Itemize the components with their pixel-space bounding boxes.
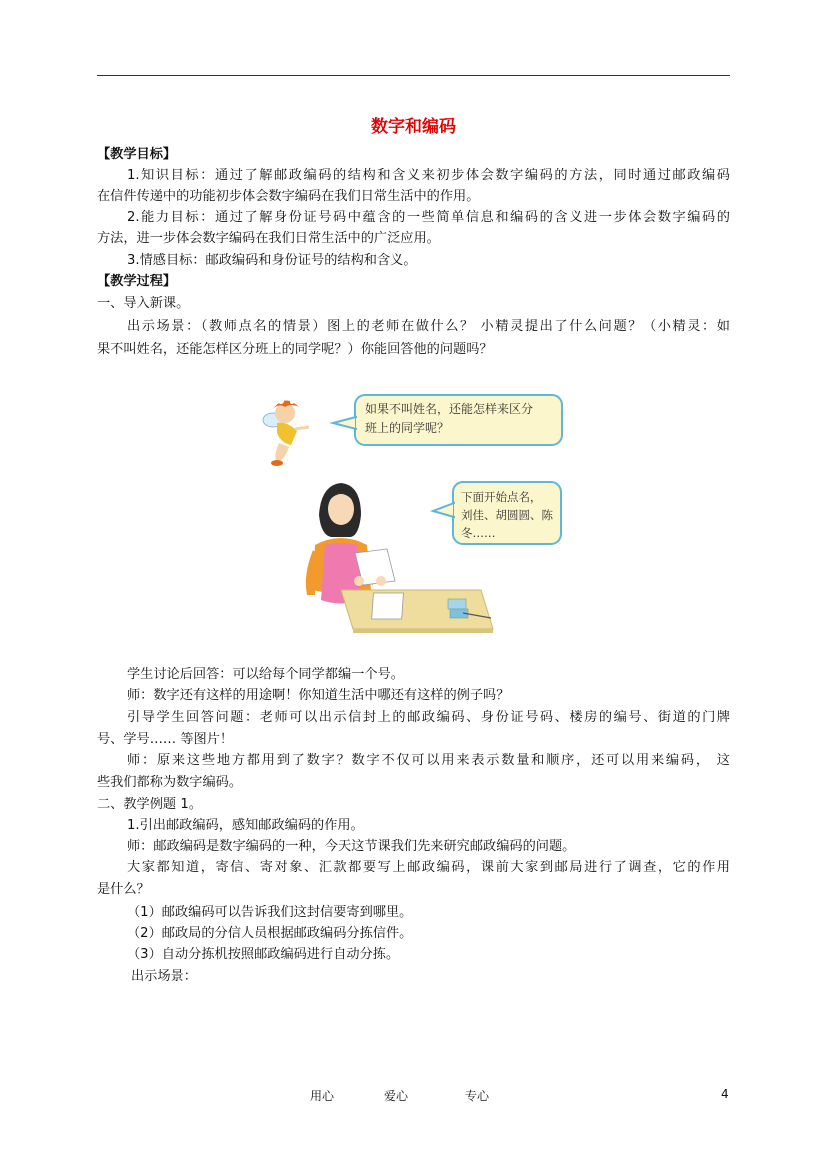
section-heading: 【教学过程】 (97, 274, 177, 289)
speech-bubble-top (333, 395, 562, 445)
text-line: 学生讨论后回答：可以给每个同学都编一个号。 (127, 667, 404, 682)
text-line: 二、教学例题 1。 (97, 797, 202, 812)
text-line: （3）自动分拣机按照邮政编码进行自动分拣。 (127, 947, 400, 962)
bubble-bottom-line1: 下面开始点名， (461, 490, 542, 504)
text-line: 师：原来这些地方都用到了数字？数字不仅可以用来表示数量和顺序，还可以用来编码， 这 (127, 753, 730, 768)
section-heading: 【教学目标】 (97, 147, 177, 162)
paper-stack (372, 593, 404, 619)
bubble-top-line1: 如果不叫姓名，还能怎样来区分 (365, 402, 534, 416)
header-rule (97, 75, 730, 76)
text-line: 1.知识目标：通过了解邮政编码的结构和含义来初步体会数字编码的方法，同时通过邮政编码 (127, 168, 730, 183)
text-line: 方法，进一步体会数字编码在我们日常生活中的广泛应用。 (97, 231, 440, 246)
text-line: 果不叫姓名，还能怎样区分班上的同学呢？）你能回答他的问题吗？ (97, 342, 493, 357)
text-line: 大家都知道，寄信、寄对象、汇款都要写上邮政编码，课前大家到邮局进行了调查，它的作用 (127, 860, 730, 875)
page-title: 数字和编码 (371, 117, 456, 137)
book-icon (448, 599, 466, 609)
teacher-rollcall-illustration (255, 385, 575, 640)
bubble-bottom-line3: 冬…… (461, 526, 496, 540)
text-line: 号、学号…… 等图片！ (97, 732, 234, 747)
text-line: 2.能力目标：通过了解身份证号码中蕴含的一些简单信息和编码的含义进一步体会数字编码的 (127, 210, 730, 225)
text-line: 些我们都称为数字编码。 (97, 775, 243, 790)
elf-figure (263, 398, 309, 466)
speech-bubble-bottom (433, 482, 561, 544)
footer-text: 用心 (310, 1089, 335, 1103)
text-line: 师：邮政编码是数字编码的一种，今天这节课我们先来研究邮政编码的问题。 (127, 839, 576, 854)
bubble-top-line2: 班上的同学呢？ (365, 421, 450, 435)
text-line: 出示场景：（教师点名的情景）图上的老师在做什么？ 小精灵提出了什么问题？（小精灵：如 (127, 319, 730, 334)
desk (341, 590, 493, 633)
footer-text: 专心 (465, 1089, 490, 1103)
footer-text: 爱心 (384, 1089, 409, 1103)
teacher-figure (306, 483, 395, 604)
bubble-bottom-line2: 刘佳、胡圆圆、陈 (461, 508, 553, 522)
text-line: 一、导入新课。 (97, 296, 190, 311)
text-line: 在信件传递中的功能初步体会数字编码在我们日常生活中的作用。 (97, 189, 480, 204)
text-line: 引导学生回答问题：老师可以出示信封上的邮政编码、身份证号码、楼房的编号、街道的门牌 (127, 710, 730, 725)
text-line: 是什么？ (97, 882, 150, 897)
text-line: （1）邮政编码可以告诉我们这封信要寄到哪里。 (127, 905, 413, 920)
page-number: 4 (721, 1087, 729, 1101)
text-line: 出示场景： (131, 969, 197, 984)
text-line: 1.引出邮政编码，感知邮政编码的作用。 (127, 818, 364, 833)
text-line: 师：数字还有这样的用途啊！你知道生活中哪还有这样的例子吗？ (127, 688, 510, 703)
text-line: （2）邮政局的分信人员根据邮政编码分拣信件。 (127, 926, 413, 941)
text-line: 3.情感目标：邮政编码和身份证号的结构和含义。 (127, 253, 417, 268)
